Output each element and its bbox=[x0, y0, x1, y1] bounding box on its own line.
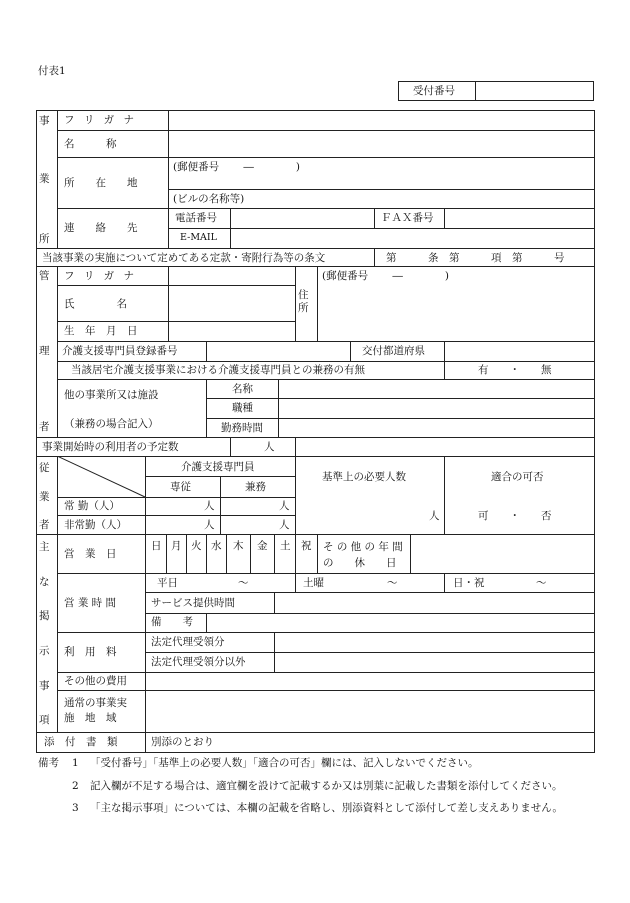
attachment-value: 別添のとおり bbox=[151, 736, 214, 748]
manager-dob-label: 生 年 月 日 bbox=[64, 325, 138, 337]
staff-pt-concurrent-field[interactable] bbox=[222, 517, 277, 533]
staff-ft-concurrent-field[interactable] bbox=[222, 499, 277, 514]
fee-nonproxy-field[interactable] bbox=[276, 654, 592, 671]
other-fees-label: その他の費用 bbox=[64, 675, 127, 687]
receipt-number-label: 受付番号 bbox=[413, 85, 455, 97]
manager-section-label-1: 管 bbox=[39, 270, 50, 282]
form-title: 付表1 bbox=[38, 65, 66, 77]
office-address-field[interactable] bbox=[170, 174, 592, 188]
staff-required-unit: 人 bbox=[429, 510, 440, 522]
receipt-number-field[interactable] bbox=[476, 82, 592, 100]
manager-section-label-2: 理 bbox=[39, 345, 50, 357]
service-area-label-2: 施 地 域 bbox=[64, 712, 117, 724]
saturday-label: 土曜 bbox=[303, 577, 324, 589]
articles-label: 当該事業の実施について定めてある定款・寄附行為等の条文 bbox=[42, 252, 326, 264]
office-address-label: 所 在 地 bbox=[64, 177, 138, 189]
fee-label: 利 用 料 bbox=[64, 646, 117, 658]
staff-compliance-label: 適合の可否 bbox=[491, 471, 544, 483]
office-fax-label: ＦＡＸ番号 bbox=[381, 212, 434, 224]
staff-cm-label: 介護支援専門員 bbox=[181, 461, 255, 473]
manager-other-name-label: 名称 bbox=[232, 383, 253, 395]
office-section-label-1: 事 bbox=[39, 115, 50, 127]
saturday-tilde: 〜 bbox=[387, 577, 398, 589]
office-postal-label: (郵便番号 ― ) bbox=[173, 161, 301, 173]
manager-address-label: 住所 bbox=[298, 289, 309, 314]
manager-dob-field[interactable] bbox=[170, 323, 294, 340]
weekday-tilde: 〜 bbox=[238, 577, 249, 589]
office-name-label: 名 称 bbox=[64, 138, 117, 150]
remarks-field[interactable] bbox=[208, 614, 592, 631]
staff-required-field[interactable] bbox=[297, 499, 427, 533]
business-days-checks[interactable] bbox=[147, 555, 294, 572]
day-fri: 金 bbox=[257, 540, 268, 552]
manager-prefecture-field[interactable] bbox=[446, 343, 592, 360]
diagonal-line bbox=[57, 456, 146, 498]
service-area-field[interactable] bbox=[147, 692, 592, 731]
note-1-text: 「受付番号」「基準上の必要人数」「適合の可否」欄には、記入しないでください。 bbox=[90, 757, 479, 769]
office-section-label-2: 業 bbox=[39, 173, 50, 185]
office-phone-label: 電話番号 bbox=[175, 212, 217, 224]
expected-users-label: 事業開始時の利用者の予定数 bbox=[42, 441, 179, 453]
staff-unit: 人 bbox=[204, 519, 215, 531]
day-holiday: 祝 bbox=[301, 540, 312, 552]
notes-label: 備考 bbox=[38, 757, 59, 769]
office-phone-field[interactable] bbox=[232, 210, 372, 227]
manager-other-hours-label: 勤務時間 bbox=[221, 422, 263, 434]
fee-proxy-field[interactable] bbox=[276, 634, 592, 651]
day-thu: 木 bbox=[233, 540, 244, 552]
staff-required-label: 基準上の必要人数 bbox=[322, 471, 406, 483]
staff-compliance-value[interactable]: 可 ・ 否 bbox=[478, 510, 552, 522]
manager-other-name-field[interactable] bbox=[280, 381, 592, 397]
day-sun: 日 bbox=[151, 540, 162, 552]
staff-unit: 人 bbox=[204, 500, 215, 512]
other-fees-field[interactable] bbox=[147, 674, 592, 689]
articles-value: 第 条 第 項 第 号 bbox=[386, 252, 565, 264]
office-furigana-label: フ リ ガ ナ bbox=[64, 114, 138, 126]
manager-name-label: 氏 名 bbox=[64, 298, 127, 310]
staff-fulltime-label: 専従 bbox=[170, 481, 191, 493]
staff-section-label-2: 業 bbox=[39, 491, 50, 503]
staff-unit: 人 bbox=[279, 519, 290, 531]
manager-other-job-label: 職種 bbox=[232, 402, 253, 414]
manager-concurrent-value[interactable]: 有 ・ 無 bbox=[478, 364, 552, 376]
service-hours-field[interactable] bbox=[276, 594, 592, 612]
staff-concurrent-label: 兼務 bbox=[245, 481, 266, 493]
attachment-label: 添 付 書 類 bbox=[44, 736, 118, 748]
office-contact-label: 連 絡 先 bbox=[64, 222, 138, 234]
office-furigana-field[interactable] bbox=[170, 112, 592, 129]
day-tue: 火 bbox=[191, 540, 202, 552]
sunday-tilde: 〜 bbox=[536, 577, 547, 589]
staff-pt-fulltime-field[interactable] bbox=[147, 517, 202, 533]
staff-ft-fulltime-field[interactable] bbox=[147, 499, 202, 514]
manager-prefecture-label: 交付都道府県 bbox=[362, 345, 425, 357]
manager-name-field[interactable] bbox=[170, 287, 294, 320]
sunday-label: 日・祝 bbox=[453, 577, 485, 589]
day-sat: 土 bbox=[280, 540, 291, 552]
office-email-field[interactable] bbox=[232, 230, 592, 247]
staff-parttime-row-label: 非常勤（人） bbox=[64, 519, 127, 531]
other-holidays-field[interactable] bbox=[412, 536, 592, 572]
fee-nonproxy-label: 法定代理受領分以外 bbox=[151, 656, 246, 668]
office-fax-field[interactable] bbox=[446, 210, 592, 227]
manager-other-office-note: （兼務の場合記入） bbox=[64, 418, 159, 430]
weekday-label: 平日 bbox=[157, 577, 178, 589]
manager-concurrent-label: 当該居宅介護支援事業における介護支援専門員との兼務の有無 bbox=[71, 364, 365, 376]
manager-address-field[interactable] bbox=[319, 284, 592, 340]
notice-section-label-4: 示 bbox=[39, 645, 50, 657]
business-days-label: 営 業 日 bbox=[64, 548, 117, 560]
business-hours-label: 営 業 時 間 bbox=[64, 597, 117, 609]
office-email-label: E-MAIL bbox=[180, 232, 217, 243]
staff-section-label-3: 者 bbox=[39, 519, 50, 531]
staff-section-label-1: 従 bbox=[39, 462, 50, 474]
manager-reg-no-field[interactable] bbox=[208, 343, 349, 360]
other-holidays-label-2: の 休 日 bbox=[323, 557, 397, 569]
remarks-label: 備 考 bbox=[151, 616, 193, 628]
staff-fulltime-row-label: 常 勤（人） bbox=[64, 500, 120, 512]
other-holidays-label: そ の 他 の 年 間 bbox=[323, 541, 403, 553]
notice-section-label-1: 主 bbox=[39, 541, 50, 553]
notice-section-label-6: 項 bbox=[39, 714, 50, 726]
office-section-label-3: 所 bbox=[39, 233, 50, 245]
day-wed: 水 bbox=[211, 540, 222, 552]
note-1-num: 1 bbox=[72, 757, 79, 769]
service-area-label-1: 通常の事業実 bbox=[64, 697, 127, 709]
office-building-label: (ビルの名称等) bbox=[173, 193, 245, 205]
staff-unit: 人 bbox=[279, 500, 290, 512]
expected-users-field[interactable] bbox=[232, 439, 262, 455]
manager-postal-label: (郵便番号 ― ) bbox=[322, 270, 450, 282]
note-3-num: 3 bbox=[72, 802, 79, 814]
note-2-text: 記入欄が不足する場合は、適宜欄を設けて記載するか又は別葉に記載した書類を添付してください。 bbox=[90, 780, 563, 792]
expected-users-unit: 人 bbox=[264, 441, 275, 453]
manager-other-job-field[interactable] bbox=[280, 400, 592, 417]
service-hours-label: サービス提供時間 bbox=[151, 597, 235, 609]
notice-section-label-3: 掲 bbox=[39, 610, 50, 622]
manager-furigana-field[interactable] bbox=[170, 268, 294, 284]
manager-section-label-3: 者 bbox=[39, 421, 50, 433]
manager-other-hours-field[interactable] bbox=[280, 420, 592, 436]
day-mon: 月 bbox=[171, 540, 182, 552]
manager-other-office-label: 他の事業所又は施設 bbox=[64, 389, 159, 401]
notice-section-label-5: 事 bbox=[39, 680, 50, 692]
fee-proxy-label: 法定代理受領分 bbox=[151, 636, 225, 648]
manager-reg-no-label: 介護支援専門員登録番号 bbox=[62, 345, 178, 357]
note-3-text: 「主な掲示事項」については、本欄の記載を省略し、別添資料として添付して差し支えありません。 bbox=[90, 802, 563, 814]
notice-section-label-2: な bbox=[39, 576, 50, 588]
manager-furigana-label: フ リ ガ ナ bbox=[64, 270, 138, 282]
note-2-num: 2 bbox=[72, 780, 79, 792]
office-name-field[interactable] bbox=[170, 132, 592, 156]
